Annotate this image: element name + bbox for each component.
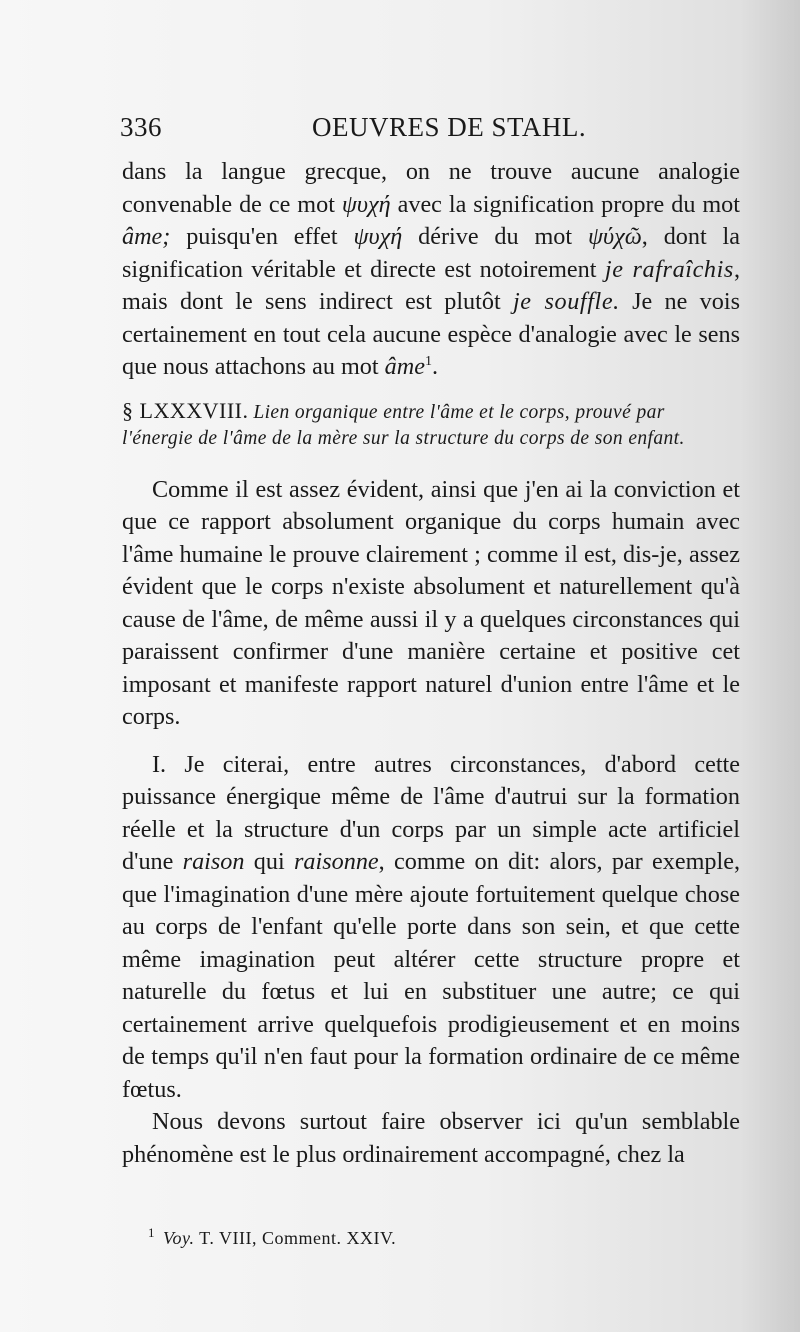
section-number: § LXXXVIII.	[122, 397, 249, 423]
running-title: OEUVRES DE STAHL.	[312, 112, 587, 142]
paragraph-2: Comme il est assez évident, ainsi que j'en ai la conviction et que ce rapport absolument organique du corps humain avec l'âme humaine le prouve clairement ; comme il est, dis-je, assez évident que le corps n'existe absolument et naturellement qu'à cause de l'âme, de même aussi il y a quelques circonstances qui paraissent confirmer d'une manière certaine et positive cet imposant et manifeste rapport naturel d'union entre l'âme et le corps.	[122, 475, 740, 730]
footnote-reference: 1	[424, 353, 432, 369]
paragraph-3: I. Je citerai, entre autres circonstances, d'abord cette puissance énergique même de l'âme d'autrui sur la formation réelle et la structure d'un corps par un simple acte artificiel d'une raison qui raisonne, comme on dit: alors, par exemple, que l'imagination d'une mère ajoute fortuitement quelque chose au corps de l'enfant qu'elle porte dans son sein, et que cette même imagination peut altérer cette structure propre et naturelle du fœtus et lui en substituer une autre; ce qui certainement arrive quelquefois prodigieusement et en moins de temps qu'il n'en faut pour la formation ordinaire de ce même fœtus.	[122, 750, 740, 1103]
body-text	[122, 156, 740, 1171]
footnote-voy: Voy.	[163, 1228, 195, 1248]
page-header	[120, 112, 740, 152]
page-edge-shadow	[740, 0, 800, 1332]
footnote	[148, 1225, 708, 1249]
section-title: Lien organique entre l'âme et le corps, prouvé par l'énergie de l'âme de la mère sur la structure du corps de son enfant.	[122, 401, 685, 449]
footnote-text: T. VIII, Comment. XXIV.	[194, 1228, 397, 1248]
section-heading	[122, 398, 740, 452]
paragraph-4: Nous devons surtout faire observer ici qu'un semblable phénomène est le plus ordinairement accompagné, chez la	[122, 1108, 740, 1168]
page-number: 336	[120, 112, 162, 142]
paragraph-1: dans la langue grecque, on ne trouve aucune analogie convenable de ce mot ψυχή avec la signification propre du mot âme; puisqu'en effet ψυχή dérive du mot ψύχῶ, dont la signification véritable et directe est notoirement je rafraîchis, mais dont le sens indirect est plutôt je souffle. Je ne vois certainement en tout cela aucune espèce d'analogie avec le sens que nous attachons au mot âme$^1$.	[122, 158, 741, 380]
footnote-number: 1	[148, 1225, 155, 1240]
